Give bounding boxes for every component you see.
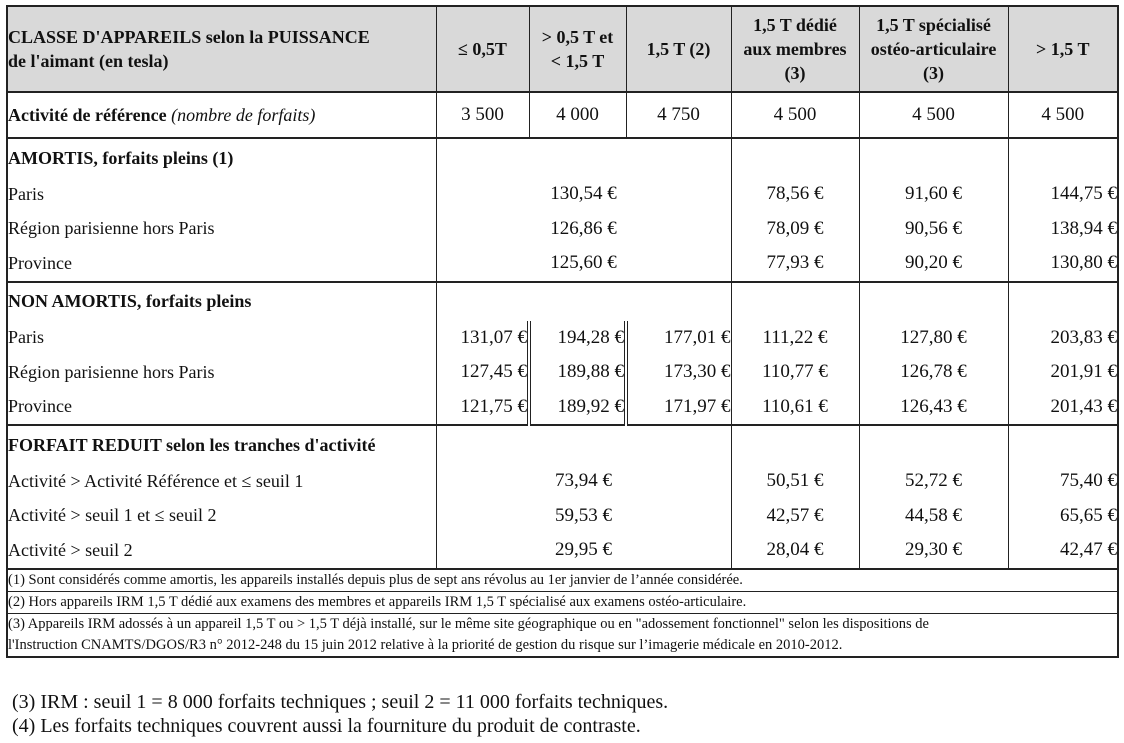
table-row: [7, 390, 1118, 426]
header-col-15: 1,5 T (2): [626, 6, 731, 92]
reference-value: 3 500: [436, 92, 529, 138]
empty-cell: [529, 282, 626, 321]
reference-note: (nombre de forfaits): [171, 104, 316, 125]
empty-cell: [859, 138, 1008, 177]
row-label: Paris: [7, 177, 436, 212]
value-specialise: 52,72 €: [859, 464, 1008, 499]
value-15: 177,01 €: [626, 321, 731, 356]
value-dedie: 78,09 €: [731, 212, 859, 247]
value-gt15: 144,75 €: [1008, 177, 1118, 212]
table-row: [7, 464, 1118, 499]
header-col-le05: ≤ 0,5T: [436, 6, 529, 92]
empty-cell: [731, 138, 859, 177]
table-row: [7, 533, 1118, 569]
reference-label: Activité de référence: [8, 104, 167, 125]
value-le05: 131,07 €: [436, 321, 529, 356]
header-col-05-15: [529, 6, 626, 92]
empty-cell: [731, 282, 859, 321]
table-row: [7, 321, 1118, 356]
row-label: Région parisienne hors Paris: [7, 212, 436, 247]
reference-value: 4 750: [626, 92, 731, 138]
value-specialise: 44,58 €: [859, 499, 1008, 534]
header-col2-line2: < 1,5 T: [550, 51, 605, 71]
table-row: [7, 355, 1118, 390]
reference-row: [7, 92, 1118, 138]
value-specialise: 127,80 €: [859, 321, 1008, 356]
merged-value: 59,53 €: [436, 499, 731, 534]
value-gt15: 65,65 €: [1008, 499, 1118, 534]
value-specialise: 29,30 €: [859, 533, 1008, 569]
value-gt15: 203,83 €: [1008, 321, 1118, 356]
footnote-row: [7, 569, 1118, 592]
merged-value: 29,95 €: [436, 533, 731, 569]
value-dedie: 28,04 €: [731, 533, 859, 569]
below-note-1: (3) IRM : seuil 1 = 8 000 forfaits techniques ; seuil 2 = 11 000 forfaits techniques.: [12, 691, 669, 713]
empty-cell: [731, 425, 859, 464]
value-dedie: 50,51 €: [731, 464, 859, 499]
value-gt15: 42,47 €: [1008, 533, 1118, 569]
value-specialise: 126,43 €: [859, 390, 1008, 426]
reference-value: 4 500: [731, 92, 859, 138]
footnote-row: [7, 591, 1118, 613]
value-dedie: 111,22 €: [731, 321, 859, 356]
header-col4-line1: 1,5 T dédié: [753, 15, 837, 35]
section-title: NON AMORTIS, forfaits pleins: [7, 282, 436, 321]
value-05-15: 189,88 €: [529, 355, 626, 390]
value-gt15: 130,80 €: [1008, 246, 1118, 282]
footnote-2: (2) Hors appareils IRM 1,5 T dédié aux examens des membres et appareils IRM 1,5 T spécialisé aux examens ostéo-articulaire.: [7, 591, 1118, 613]
value-dedie: 110,61 €: [731, 390, 859, 426]
row-label: Province: [7, 390, 436, 426]
footnote-1: (1) Sont considérés comme amortis, les appareils installés depuis plus de sept ans révolus au 1er janvier de l’année considérée.: [7, 569, 1118, 592]
value-specialise: 90,20 €: [859, 246, 1008, 282]
tariff-table: [6, 5, 1119, 658]
value-gt15: 201,91 €: [1008, 355, 1118, 390]
reference-value: 4 000: [529, 92, 626, 138]
merged-value: 125,60 €: [436, 246, 731, 282]
table-row: [7, 212, 1118, 247]
reference-label-cell: [7, 92, 436, 138]
row-label: Activité > seuil 2: [7, 533, 436, 569]
header-label-line2: de l'aimant (en tesla): [8, 51, 169, 71]
empty-cell: [1008, 425, 1118, 464]
below-note-2: (4) Les forfaits techniques couvrent aussi la fourniture du produit de contraste.: [12, 715, 641, 737]
row-label: Paris: [7, 321, 436, 356]
header-col-15-specialise: [859, 6, 1008, 92]
row-label: Région parisienne hors Paris: [7, 355, 436, 390]
footnote-row: [7, 613, 1118, 657]
table-row: [7, 246, 1118, 282]
merged-value: 73,94 €: [436, 464, 731, 499]
empty-cell: [626, 282, 731, 321]
value-specialise: 91,60 €: [859, 177, 1008, 212]
header-col5-line3: (3): [923, 63, 944, 83]
value-05-15: 194,28 €: [529, 321, 626, 356]
value-specialise: 126,78 €: [859, 355, 1008, 390]
value-15: 173,30 €: [626, 355, 731, 390]
empty-cell: [1008, 138, 1118, 177]
section-title: AMORTIS, forfaits pleins (1): [7, 138, 436, 177]
value-dedie: 42,57 €: [731, 499, 859, 534]
table-row: [7, 177, 1118, 212]
footnote-3-line2: l'Instruction CNAMTS/DGOS/R3 n° 2012-248 du 15 juin 2012 relative à la priorité de gestion du risque sur l’imagerie médicale en 2010-2012.: [8, 636, 843, 653]
value-specialise: 90,56 €: [859, 212, 1008, 247]
value-le05: 121,75 €: [436, 390, 529, 426]
section-header-non-amortis: [7, 282, 1118, 321]
value-gt15: 201,43 €: [1008, 390, 1118, 426]
header-label-cell: [7, 6, 436, 92]
footnote-3-cell: [7, 613, 1118, 657]
header-col5-line2: ostéo-articulaire: [870, 39, 997, 59]
header-col4-line2: aux membres: [743, 39, 847, 59]
empty-cell: [859, 282, 1008, 321]
value-gt15: 75,40 €: [1008, 464, 1118, 499]
header-col-15-dedie: [731, 6, 859, 92]
value-dedie: 78,56 €: [731, 177, 859, 212]
header-col-gt15: > 1,5 T: [1008, 6, 1118, 92]
row-label: Activité > seuil 1 et ≤ seuil 2: [7, 499, 436, 534]
reference-value: 4 500: [859, 92, 1008, 138]
table-row: [7, 499, 1118, 534]
row-label: Activité > Activité Référence et ≤ seuil 1: [7, 464, 436, 499]
empty-cell: [859, 425, 1008, 464]
empty-cell: [436, 138, 731, 177]
header-col2-line1: > 0,5 T et: [541, 27, 614, 47]
merged-value: 130,54 €: [436, 177, 731, 212]
empty-cell: [436, 282, 529, 321]
value-05-15: 189,92 €: [529, 390, 626, 426]
header-row: [7, 6, 1118, 92]
header-col5-line1: 1,5 T spécialisé: [876, 15, 991, 35]
empty-cell: [436, 425, 731, 464]
empty-cell: [1008, 282, 1118, 321]
value-dedie: 77,93 €: [731, 246, 859, 282]
value-gt15: 138,94 €: [1008, 212, 1118, 247]
merged-value: 126,86 €: [436, 212, 731, 247]
value-le05: 127,45 €: [436, 355, 529, 390]
header-label-line1: CLASSE D'APPAREILS selon la PUISSANCE: [8, 27, 370, 47]
value-15: 171,97 €: [626, 390, 731, 426]
value-dedie: 110,77 €: [731, 355, 859, 390]
section-title: FORFAIT REDUIT selon les tranches d'activité: [7, 425, 436, 464]
footnote-3-line1: (3) Appareils IRM adossés à un appareil 1,5 T ou > 1,5 T déjà installé, sur le même site géographique ou en "adossement fonctionnel" selon les dispositions de: [8, 615, 929, 632]
row-label: Province: [7, 246, 436, 282]
section-header-amortis: [7, 138, 1118, 177]
reference-value: 4 500: [1008, 92, 1118, 138]
section-header-reduit: [7, 425, 1118, 464]
header-col4-line3: (3): [784, 63, 806, 83]
